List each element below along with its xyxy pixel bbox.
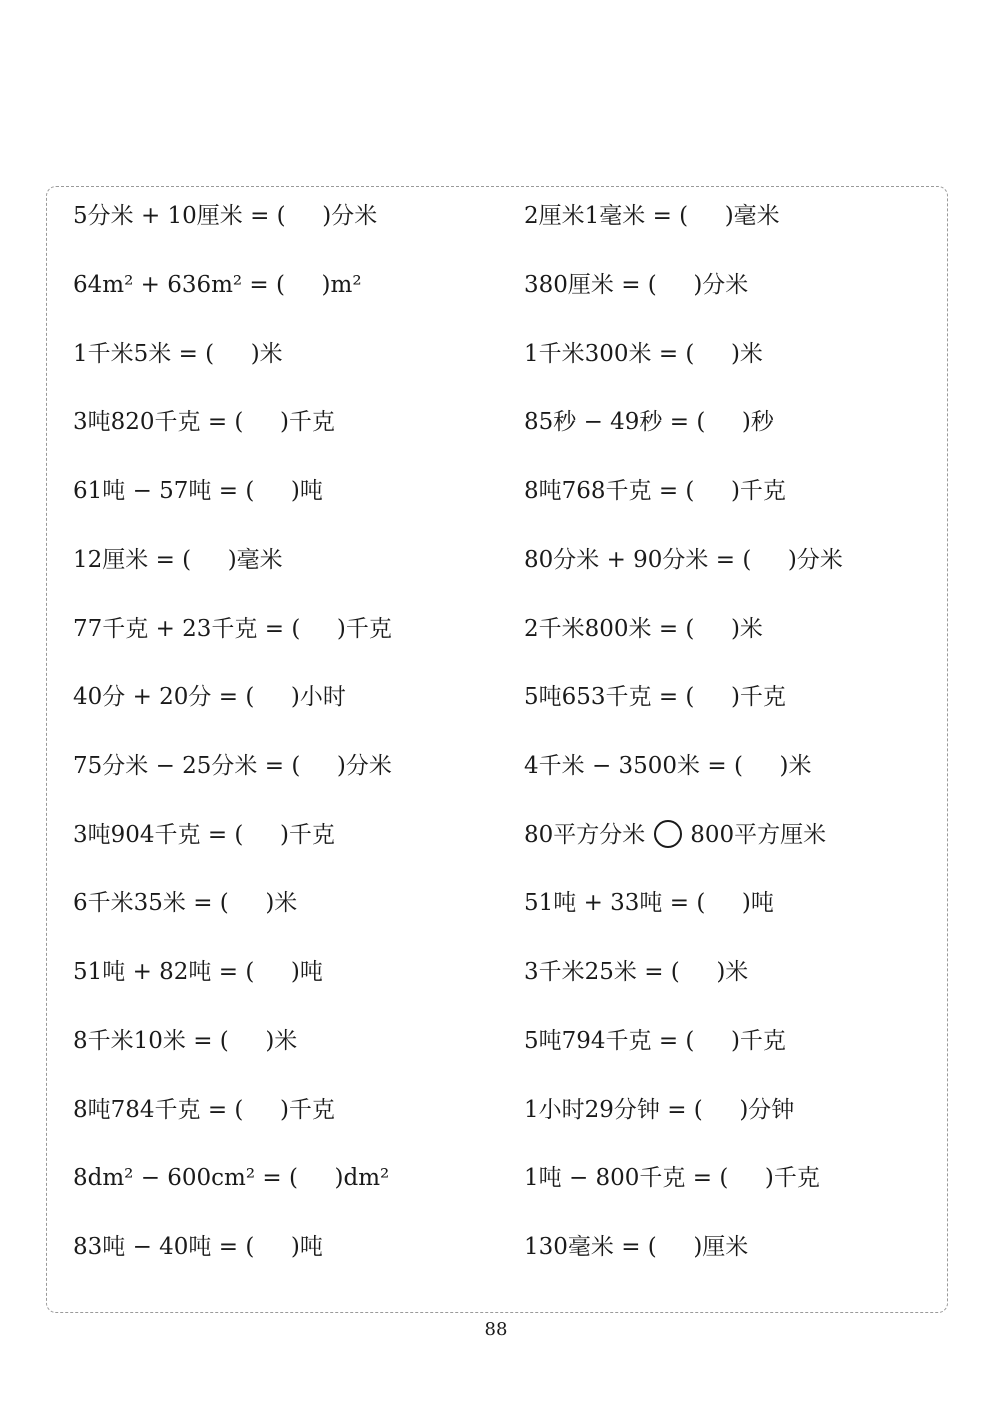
question-right: 3千米25米 = ( )米 — [524, 959, 749, 985]
question-row — [47, 1090, 947, 1130]
question-row — [47, 471, 947, 511]
compare-circle-icon — [654, 820, 682, 848]
question-right: 85秒 − 49秒 = ( )秒 — [524, 409, 774, 435]
question-row — [47, 402, 947, 442]
question-right: 130毫米 = ( )厘米 — [524, 1234, 749, 1260]
question-left: 83吨 − 40吨 = ( )吨 — [73, 1234, 323, 1260]
question-row — [47, 883, 947, 923]
question-right: 1千米300米 = ( )米 — [524, 341, 763, 367]
question-left: 5分米 + 10厘米 = ( )分米 — [73, 203, 378, 229]
question-left: 1千米5米 = ( )米 — [73, 341, 283, 367]
exercise-box — [46, 186, 948, 1313]
question-row — [47, 1021, 947, 1061]
question-right: 1小时29分钟 = ( )分钟 — [524, 1097, 795, 1123]
question-right: 1吨 − 800千克 = ( )千克 — [524, 1165, 820, 1191]
question-left: 3吨904千克 = ( )千克 — [73, 822, 335, 848]
question-row — [47, 952, 947, 992]
question-right: 5吨794千克 = ( )千克 — [524, 1028, 786, 1054]
question-row — [47, 677, 947, 717]
question-right: 2厘米1毫米 = ( )毫米 — [524, 203, 780, 229]
question-left: 61吨 − 57吨 = ( )吨 — [73, 478, 323, 504]
question-row — [47, 1227, 947, 1267]
question-left: 8dm² − 600cm² = ( )dm² — [73, 1165, 390, 1191]
question-left: 8千米10米 = ( )米 — [73, 1028, 298, 1054]
question-left: 3吨820千克 = ( )千克 — [73, 409, 335, 435]
question-left: 6千米35米 = ( )米 — [73, 890, 298, 916]
question-right: 380厘米 = ( )分米 — [524, 272, 749, 298]
question-row — [47, 196, 947, 236]
page-number: 88 — [484, 1319, 508, 1340]
question-row — [47, 334, 947, 374]
question-left: 51吨 + 82吨 = ( )吨 — [73, 959, 323, 985]
question-row — [47, 540, 947, 580]
question-right: 80分米 + 90分米 = ( )分米 — [524, 547, 843, 573]
question-row — [47, 815, 947, 855]
question-row — [47, 609, 947, 649]
question-right: 8吨768千克 = ( )千克 — [524, 478, 786, 504]
question-right: 5吨653千克 = ( )千克 — [524, 684, 786, 710]
question-right: 4千米 − 3500米 = ( )米 — [524, 753, 812, 779]
question-left: 40分 + 20分 = ( )小时 — [73, 684, 346, 710]
compare-question — [524, 815, 826, 855]
question-left: 12厘米 = ( )毫米 — [73, 547, 283, 573]
question-left: 77千克 + 23千克 = ( )千克 — [73, 616, 392, 642]
question-right: 51吨 + 33吨 = ( )吨 — [524, 890, 774, 916]
question-left: 64m² + 636m² = ( )m² — [73, 272, 362, 298]
question-left: 75分米 − 25分米 = ( )分米 — [73, 753, 392, 779]
question-left: 8吨784千克 = ( )千克 — [73, 1097, 335, 1123]
compare-right: 800平方厘米 — [690, 822, 827, 848]
compare-left: 80平方分米 — [524, 822, 646, 848]
question-row — [47, 265, 947, 305]
question-row — [47, 746, 947, 786]
question-row — [47, 1158, 947, 1198]
question-right: 2千米800米 = ( )米 — [524, 616, 763, 642]
